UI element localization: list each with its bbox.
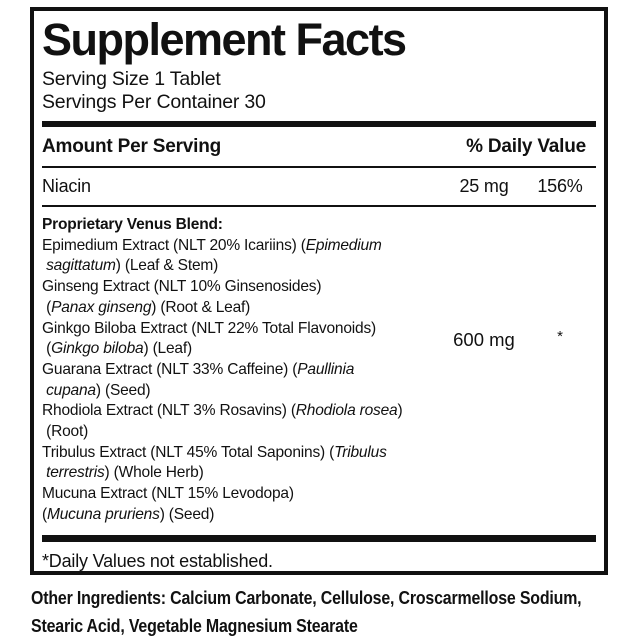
supplement-facts-panel	[30, 7, 608, 575]
column-header-row	[42, 127, 596, 166]
nutrient-row-niacin	[42, 168, 596, 205]
servings-per-container: Servings Per Container 30	[42, 91, 266, 113]
daily-value-header: % Daily Value	[466, 136, 586, 157]
panel-title: Supplement Facts	[42, 14, 406, 65]
blend-lines: Proprietary Venus Blend: Epimedium Extract (NLT 20% Icariins) (Epimedium sagittatum) (Leaf & Stem) Ginseng Extract (NLT 10% Ginsenosides) (Panax ginseng) (Root & Leaf) Ginkgo Biloba Extract (NLT 22% Total Flavonoids) (Ginkgo biloba) (Leaf) Guarana Extract (NLT 33% Caffeine) (Paullinia cupana) (Seed) Rhodiola Extract (NLT 3% Rosavins) (Rhodiola rosea) (Root) Tribulus Extract (NLT 45% Total Saponins) (Tribulus terrestris) (Whole Herb) Mucuna Extract (NLT 15% Levodopa) (Mucuna pruriens) (Seed)	[42, 216, 403, 523]
blend-amount: 600 mg	[453, 329, 515, 350]
serving-size: Serving Size 1 Tablet	[42, 68, 221, 90]
amount-per-serving-header: Amount Per Serving	[42, 136, 222, 157]
other-ingredients-line-1: Other Ingredients: Calcium Carbonate, Cellulose, Croscarmellose Sodium,	[31, 588, 582, 608]
other-ingredients	[31, 584, 631, 640]
nutrient-name: Niacin	[42, 176, 91, 196]
proprietary-blend-row	[42, 207, 596, 535]
other-ingredients-line-2: Stearic Acid, Vegetable Magnesium Stearate	[31, 616, 358, 636]
nutrient-amount: 25 mg	[459, 176, 509, 196]
blend-daily-value-asterisk: *	[557, 328, 563, 345]
nutrient-daily-value: 156%	[537, 176, 583, 196]
divider-thick-bottom	[42, 535, 596, 542]
daily-value-footnote: *Daily Values not established.	[42, 550, 273, 571]
